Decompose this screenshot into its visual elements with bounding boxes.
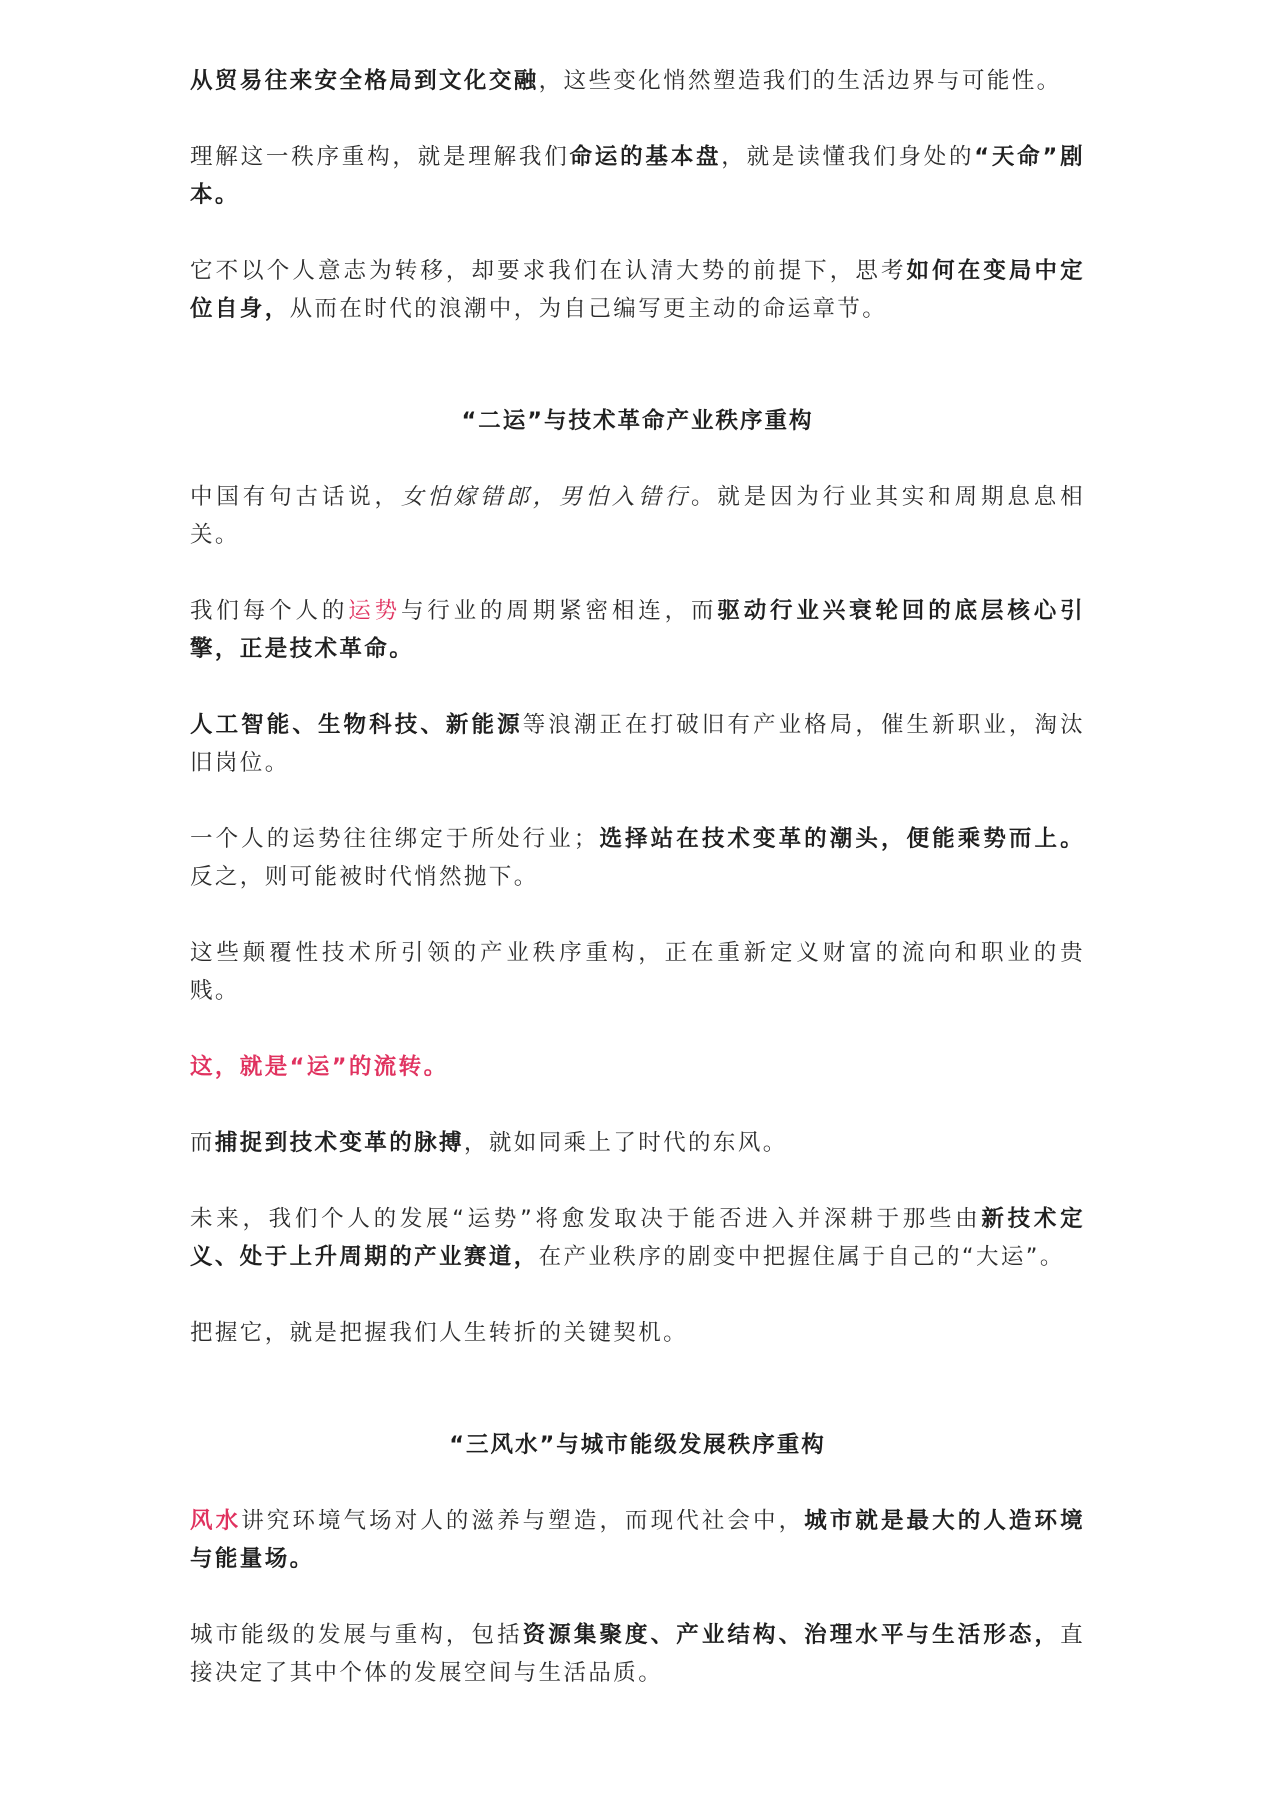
paragraph (190, 138, 1085, 214)
text-run: 安全格局 (314, 68, 415, 94)
text-run: 驱动行业兴衰轮回的底层核心引擎，正是技术革命。 (190, 598, 1085, 662)
paragraph (190, 1314, 1085, 1352)
text-run: 。就是因为行业其实和周期息息相关。 (190, 484, 1085, 548)
paragraph (190, 1200, 1085, 1276)
section-heading: “二运”与技术革命产业秩序重构 (461, 408, 814, 434)
text-run: 我们每个人的 (190, 598, 349, 624)
article-body (190, 62, 1085, 1730)
section-heading: “三风水”与城市能级发展秩序重构 (449, 1432, 826, 1458)
paragraph (190, 1124, 1085, 1162)
highlight-paragraph (190, 1048, 1085, 1086)
text-run: 直接决定了其中个体的发展空间与生活品质。 (190, 1622, 1085, 1686)
text-run: ，这些变化悄然塑造我们的生活边界与可能性。 (538, 68, 1062, 94)
text-run: 与行业的周期紧密相连，而 (400, 598, 718, 624)
text-run: 在产业秩序的剧变中把握住属于自己的“大运”。 (538, 1244, 1065, 1270)
text-run: 这，就是“运”的流转。 (190, 1054, 449, 1080)
text-run: 从贸易往来 (190, 68, 315, 94)
text-run: 理解这一秩序重构，就是理解我们 (190, 144, 570, 170)
text-run: 到 (414, 68, 440, 94)
paragraph (190, 252, 1085, 328)
text-run: 把握它，就是把握我们人生转折的关键契机。 (190, 1320, 689, 1346)
text-run: 文化交融 (439, 68, 539, 94)
text-run: 反之，则可能被时代悄然抛下。 (190, 864, 539, 890)
paragraph (190, 1616, 1085, 1692)
text-run: 讲究环境气场对人的滋养与塑造，而现代社会中， (241, 1508, 805, 1534)
paragraph (190, 62, 1085, 100)
paragraph (190, 934, 1085, 1010)
text-run: 未来，我们个人的发展“运势”将愈发取决于能否进入并深耕于那些由 (190, 1206, 982, 1232)
text-run: 等浪潮正在打破旧有产业格局，催生新职业，淘汰旧岗位。 (190, 712, 1085, 776)
paragraph (190, 820, 1085, 896)
text-run: 捕捉到技术变革的脉搏 (214, 1130, 464, 1156)
text-run: 资源集聚度、产业结构、治理水平与生活形态， (522, 1622, 1061, 1648)
text-run: “天命” (974, 144, 1060, 170)
text-run: 女怕嫁错郎，男怕入错行 (400, 484, 691, 510)
text-run: 风水 (190, 1508, 242, 1534)
paragraph (190, 478, 1085, 554)
text-run: 从而在时代的浪潮中，为自己编写更主动的命运章节。 (289, 296, 888, 322)
text-run: 选择站在技术变革的潮头，便能乘势而上。 (598, 826, 1085, 852)
text-run: 一个人的运势往往绑定于所处行业； (190, 826, 599, 852)
text-run: 而 (190, 1130, 215, 1156)
text-run: 这些颠覆性技术所引领的产业秩序重构，正在重新定义财富的流向和职业的贵贱。 (190, 940, 1085, 1004)
paragraph (190, 706, 1085, 782)
text-run: 如何在变局中定位自身， (190, 258, 1085, 322)
paragraph (190, 592, 1085, 668)
text-run: 人工智能、生物科技、新能源 (190, 712, 523, 738)
text-run: 新技术定义、处于上升周期的产业赛道， (190, 1206, 1085, 1270)
text-run: 运势 (348, 598, 401, 624)
text-run: 城市能级的发展与重构，包括 (190, 1622, 523, 1648)
text-run: 中国有句古话说， (190, 484, 401, 510)
text-run: 剧本。 (190, 144, 1085, 208)
text-run: 命运的基本盘 (569, 144, 722, 170)
text-run: ，就如同乘上了时代的东风。 (463, 1130, 788, 1156)
text-run: ，就是读懂我们身处的 (721, 144, 975, 170)
text-run: 城市就是最大的人造环境与能量场。 (190, 1508, 1085, 1572)
paragraph (190, 1502, 1085, 1578)
text-run: 它不以个人意志为转移，却要求我们在认清大势的前提下，思考 (190, 258, 907, 284)
